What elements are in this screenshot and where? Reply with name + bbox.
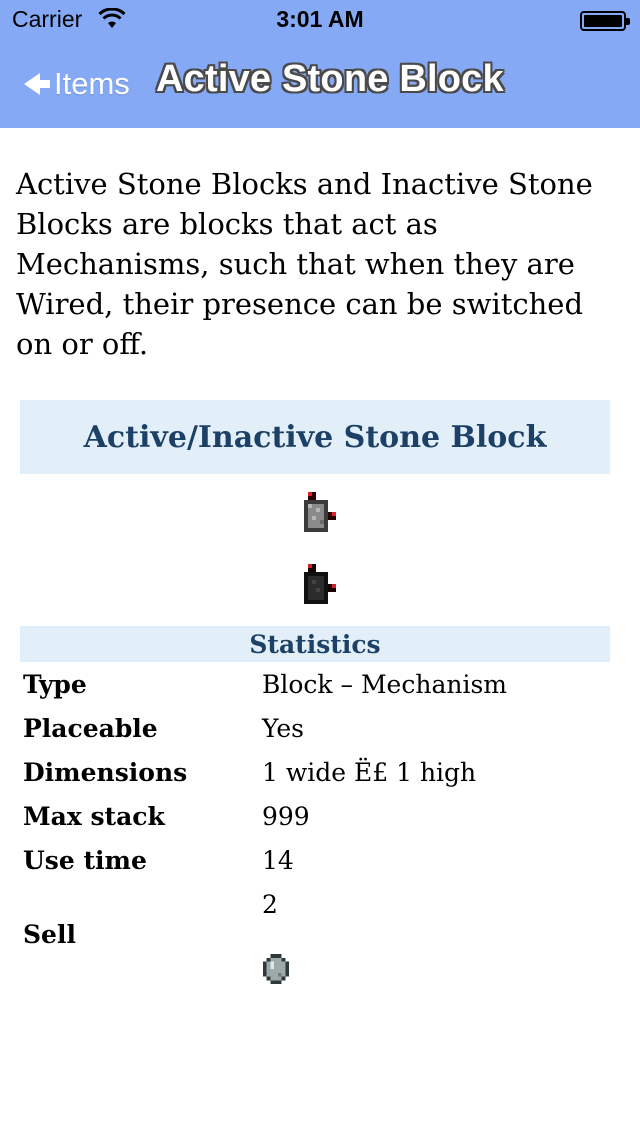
active-stone-block-icon [292,492,340,540]
back-arrow-icon [24,73,40,95]
inactive-stone-block-icon [292,564,340,612]
stat-value-sell: 2 [262,890,278,919]
stat-label-dimensions: Dimensions [23,758,188,787]
back-button[interactable] [24,64,130,104]
top-bar [0,0,640,128]
battery-icon [580,11,626,31]
silver-coin-icon [262,954,290,984]
intro-paragraph: Active Stone Blocks and Inactive Stone Blocks are blocks that act as Mechanisms, such that when they are Wired, their presence can be switched on or off. [16,167,593,361]
stat-value-max-stack: 999 [262,802,310,831]
stat-value-use-time: 14 [262,846,294,875]
stat-value-dimensions: 1 wide Ë£ 1 high [262,758,477,787]
page-title: Active Stone Block [156,58,504,100]
stat-label-sell: Sell [23,920,76,949]
statistics-header: Statistics [20,626,610,662]
stat-label-max-stack: Max stack [23,802,165,831]
stat-label-use-time: Use time [23,846,147,875]
stat-label-placeable: Placeable [23,714,158,743]
stat-value-placeable: Yes [262,714,304,743]
status-time: 3:01 AM [276,6,364,32]
back-button-label: Items [54,66,130,101]
navigation-bar [0,40,640,128]
stat-value-type: Block – Mechanism [262,670,507,699]
stat-label-type: Type [23,670,87,699]
carrier-label: Carrier [12,6,83,32]
infobox-title: Active/Inactive Stone Block [20,400,610,474]
status-bar [0,0,640,40]
